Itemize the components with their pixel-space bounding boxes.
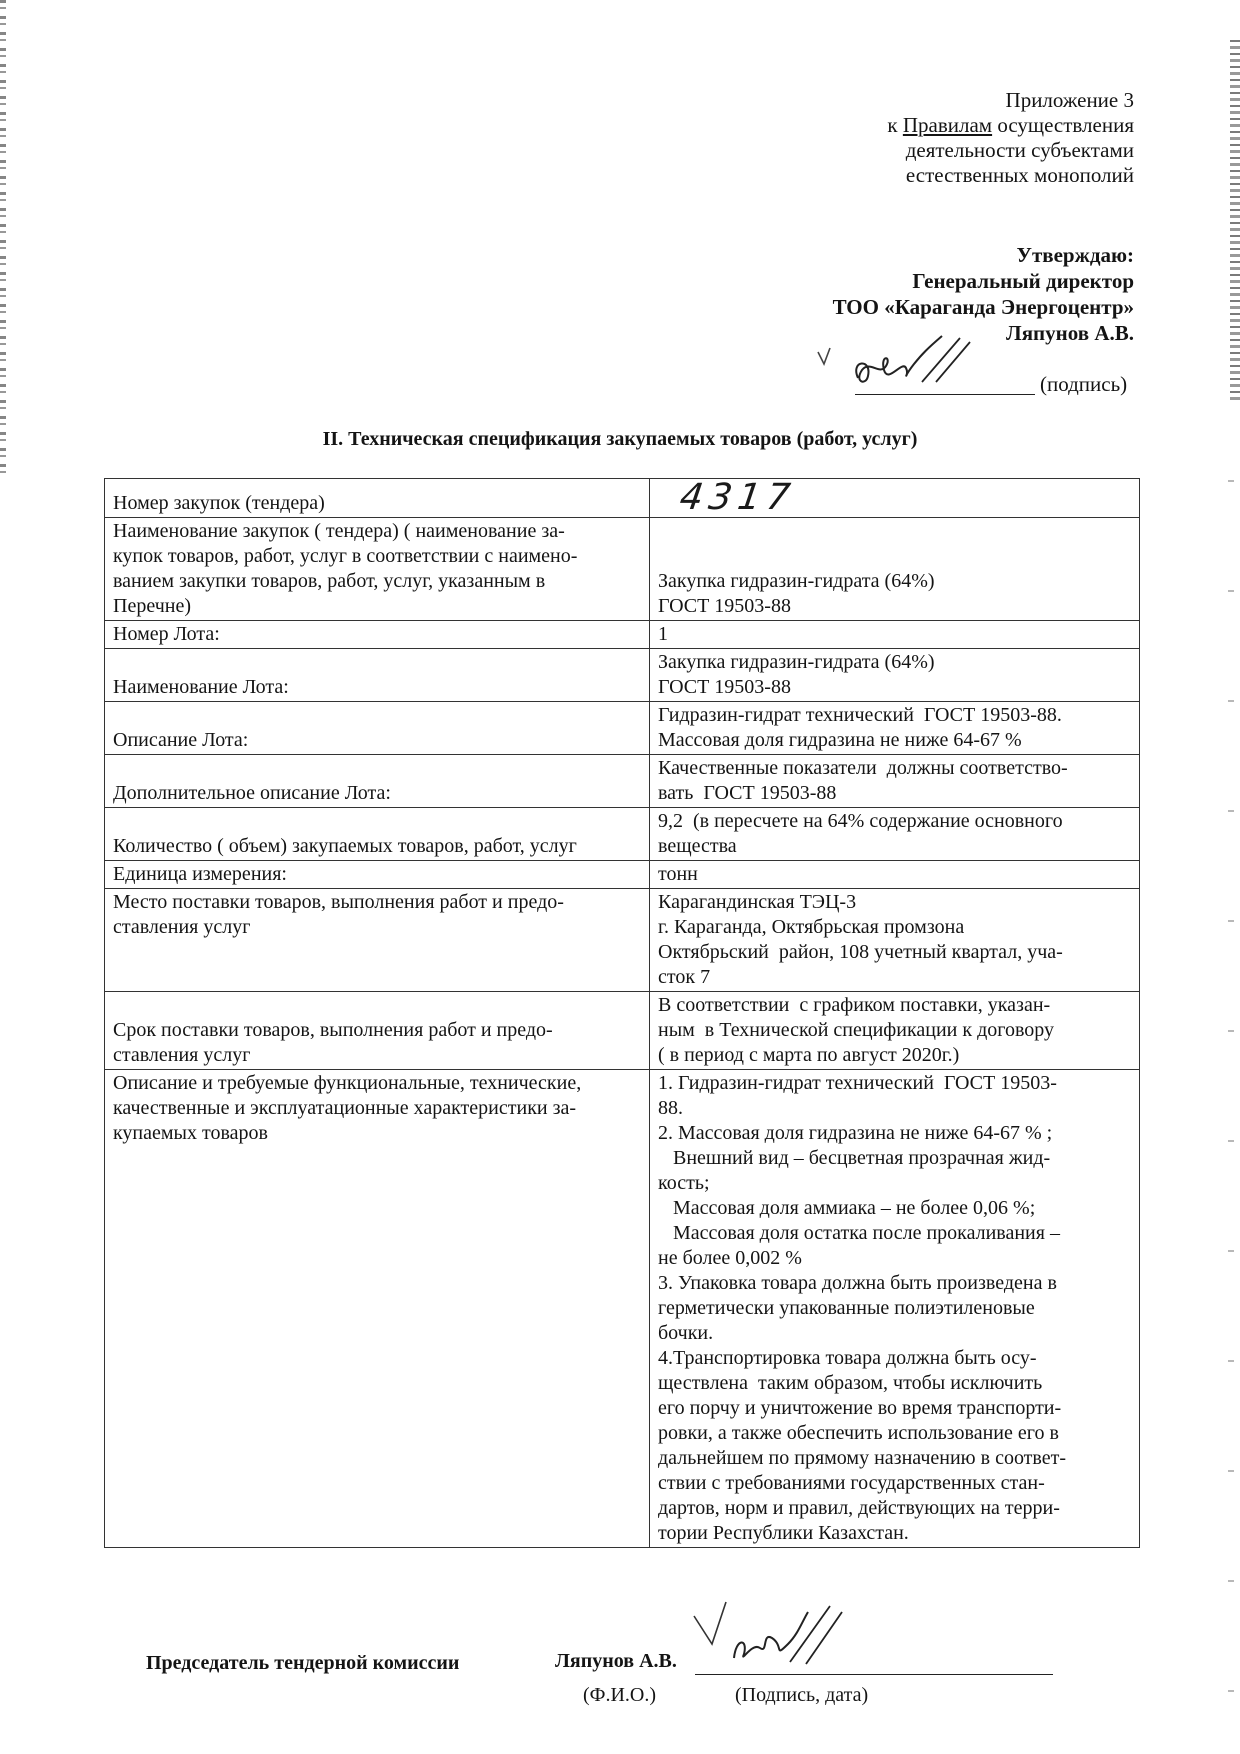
page-title: II. Техническая спецификация закупаемых товаров (работ, услуг) — [322, 428, 918, 450]
row-value — [650, 992, 1140, 1070]
row-label-line: Описание Лота: — [113, 729, 249, 751]
sign-date-label: (Подпись, дата) — [735, 1684, 869, 1706]
row-label — [105, 1070, 650, 1548]
appendix-line-2-prefix: к — [887, 113, 903, 137]
scan-artifact-left — [0, 0, 6, 480]
appendix-line-2 — [887, 113, 1134, 138]
row-label-line: Описание и требуемые функциональные, технические, — [113, 1072, 582, 1094]
row-value-line: 1 — [658, 623, 668, 645]
row-label — [105, 621, 650, 649]
row-value-line: Октябрьский район, 108 учетный квартал, уча- — [658, 941, 1063, 963]
row-label-line: Наименование Лота: — [113, 676, 289, 698]
row-label-line: Количество ( объем) закупаемых товаров, работ, услуг — [113, 835, 577, 857]
row-value-line: Карагандинская ТЭЦ-3 — [658, 891, 857, 913]
row-value-line: ществлена таким образом, чтобы исключить — [658, 1372, 1043, 1394]
row-value-line: герметически упакованные полиэтиленовые — [658, 1297, 1035, 1319]
row-value-line: вещества — [658, 835, 737, 857]
row-value-line: вать ГОСТ 19503-88 — [658, 782, 837, 804]
row-value-line: тонн — [658, 863, 698, 885]
row-value-line: ГОСТ 19503-88 — [658, 595, 791, 617]
row-label-line: Единица измерения: — [113, 863, 287, 885]
row-value — [650, 861, 1140, 889]
row-value — [650, 649, 1140, 702]
rules-link: Правилам — [902, 113, 993, 137]
row-value-line: В соответствии с графиком поставки, указан- — [658, 994, 1051, 1016]
row-value — [650, 702, 1140, 755]
row-value-line: Гидразин-гидрат технический ГОСТ 19503-88. — [658, 704, 1062, 726]
appendix-line-2-suffix: осуществления — [992, 113, 1134, 137]
table-row — [105, 649, 1140, 702]
row-value-line: дальнейшем по прямому назначению в соответ- — [658, 1447, 1067, 1469]
row-label — [105, 518, 650, 621]
table-row — [105, 808, 1140, 861]
row-value-line: 4.Транспортировка товара должна быть осу- — [658, 1347, 1037, 1369]
chair-signature-line — [695, 1656, 1053, 1675]
row-label — [105, 861, 650, 889]
row-label-line: качественные и эксплуатационные характеристики за- — [113, 1097, 577, 1119]
row-value-line: его порчу и уничтожение во время транспорти- — [658, 1397, 1062, 1419]
appendix-line-3: деятельности субъектами — [905, 138, 1134, 162]
row-value-line: ровки, а также обеспечить использование его в — [658, 1422, 1059, 1444]
row-value-line: ствии с требованиями государственных стан- — [658, 1472, 1045, 1494]
row-value-line: Закупка гидразин-гидрата (64%) — [658, 570, 935, 592]
row-label-line: Перечне) — [113, 595, 191, 617]
table-row — [105, 861, 1140, 889]
scan-artifact-right-lower — [1228, 420, 1234, 1740]
scan-artifact-right — [1230, 40, 1240, 400]
row-value-line: г. Караганда, Октябрьская промзона — [658, 916, 965, 938]
row-value-line: ГОСТ 19503-88 — [658, 676, 791, 698]
table-row — [105, 1070, 1140, 1548]
row-value-line: Качественные показатели должны соответство- — [658, 757, 1068, 779]
appendix-line-4: естественных монополий — [905, 163, 1134, 187]
row-value-line: сток 7 — [658, 966, 711, 988]
fio-label: (Ф.И.О.) — [583, 1684, 657, 1706]
row-label-line: Дополнительное описание Лота: — [113, 782, 391, 804]
approval-line-2: Генеральный директор — [912, 269, 1134, 293]
table-row — [105, 518, 1140, 621]
row-value — [650, 1070, 1140, 1548]
row-label-line: ванием закупки товаров, работ, услуг, указанным в — [113, 570, 546, 592]
row-value-line: не более 0,002 % — [658, 1247, 802, 1269]
row-value-line: 3. Упаковка товара должна быть произведена в — [658, 1272, 1057, 1294]
row-label-line: ставления услуг — [113, 1044, 251, 1066]
row-label — [105, 702, 650, 755]
row-label — [105, 808, 650, 861]
row-label — [105, 479, 650, 518]
row-label-line: купок товаров, работ, услуг в соответствии с наимено- — [113, 545, 578, 567]
row-value-line: 1. Гидразин-гидрат технический ГОСТ 19503- — [658, 1072, 1057, 1094]
row-value-line: тории Республики Казахстан. — [658, 1522, 909, 1544]
appendix-note — [887, 88, 1134, 188]
row-value — [650, 479, 1140, 518]
tender-number-handwritten: 4317 — [677, 477, 799, 518]
chair-name: Ляпунов А.В. — [555, 1650, 677, 1672]
row-label — [105, 889, 650, 992]
row-label-line: Наименование закупок ( тендера) ( наименование за- — [113, 520, 565, 542]
signature-label: (подпись) — [1040, 372, 1128, 396]
row-value-line: Массовая доля гидразина не ниже 64-67 % — [658, 729, 1022, 751]
row-label-line: купаемых товаров — [113, 1122, 268, 1144]
row-label-line: ставления услуг — [113, 916, 251, 938]
row-value-line: ным в Технической спецификации к договору — [658, 1019, 1054, 1041]
table-row — [105, 992, 1140, 1070]
appendix-line-1: Приложение 3 — [1005, 88, 1134, 112]
row-value-line: Внешний вид – бесцветная прозрачная жид- — [658, 1147, 1051, 1169]
approval-line-4: Ляпунов А.В. — [1006, 321, 1134, 345]
row-value-line: Массовая доля остатка после прокаливания – — [658, 1222, 1060, 1244]
row-value-line: Массовая доля аммиака – не более 0,06 %; — [658, 1197, 1036, 1219]
chair-title: Председатель тендерной комиссии — [146, 1652, 460, 1674]
row-value — [650, 621, 1140, 649]
row-label-line: Место поставки товаров, выполнения работ и предо- — [113, 891, 564, 913]
row-value — [650, 889, 1140, 992]
row-value-line: кость; — [658, 1172, 710, 1194]
row-label-line: Номер закупок (тендера) — [113, 492, 325, 514]
table-row — [105, 702, 1140, 755]
director-signature-line — [855, 362, 1035, 395]
approval-line-3: ТОО «Караганда Энергоцентр» — [832, 295, 1134, 319]
row-value-line: 9,2 (в пересчете на 64% содержание основного — [658, 810, 1063, 832]
row-label-line: Срок поставки товаров, выполнения работ и предо- — [113, 1019, 553, 1041]
table-row — [105, 755, 1140, 808]
row-value — [650, 518, 1140, 621]
row-label — [105, 755, 650, 808]
table-row — [105, 621, 1140, 649]
row-value-line: ( в период с марта по август 2020г.) — [658, 1044, 960, 1066]
row-value — [650, 755, 1140, 808]
approval-line-1: Утверждаю: — [1016, 243, 1134, 267]
row-label-line: Номер Лота: — [113, 623, 220, 645]
row-value-line: дартов, норм и правил, действующих на терри- — [658, 1497, 1060, 1519]
specification-table — [104, 478, 1140, 1548]
row-value-line: Закупка гидразин-гидрата (64%) — [658, 651, 935, 673]
row-value-line: бочки. — [658, 1322, 714, 1344]
row-value — [650, 808, 1140, 861]
row-value-line: 88. — [658, 1097, 683, 1119]
row-value-line: 2. Массовая доля гидразина не ниже 64-67 % ; — [658, 1122, 1053, 1144]
row-label — [105, 992, 650, 1070]
row-label — [105, 649, 650, 702]
table-row — [105, 889, 1140, 992]
table-row — [105, 479, 1140, 518]
